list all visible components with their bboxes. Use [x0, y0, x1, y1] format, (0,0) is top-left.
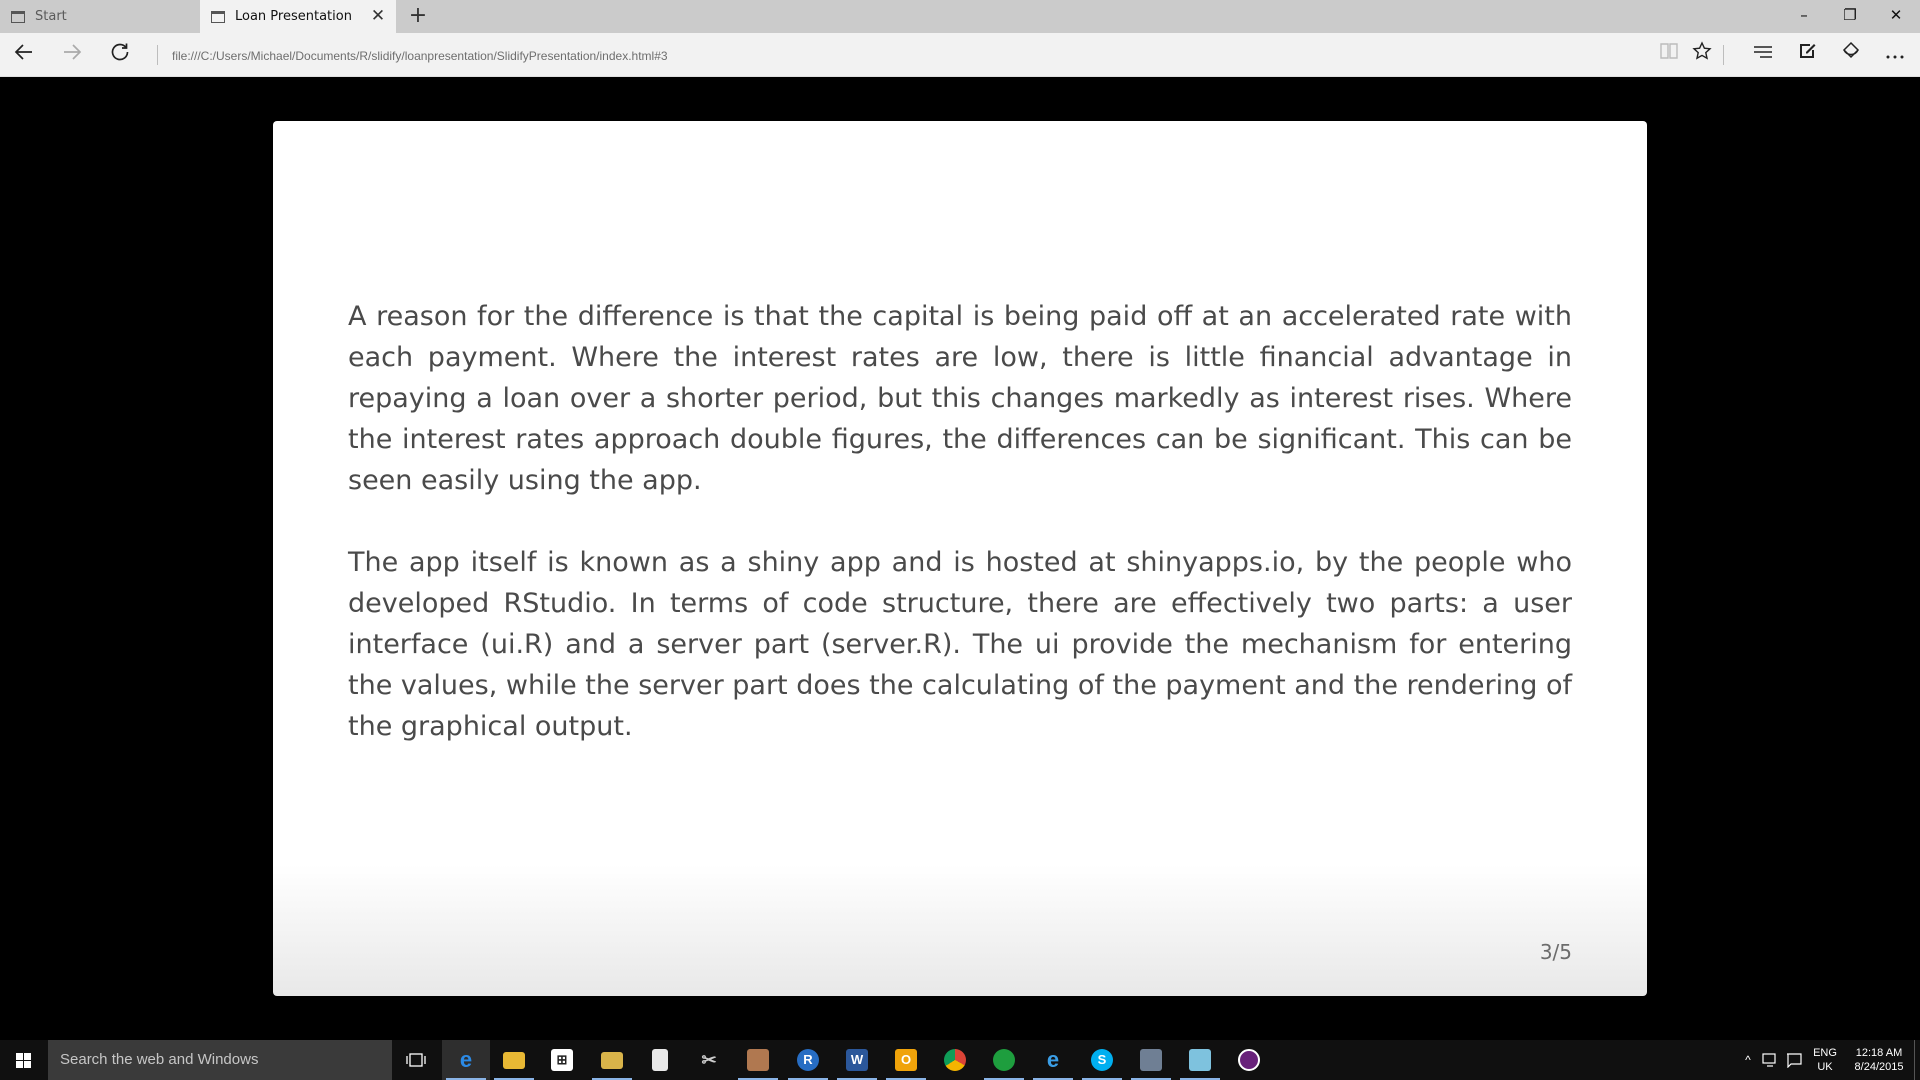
tab-loan-presentation[interactable] — [200, 0, 396, 33]
document-icon[interactable] — [636, 1040, 684, 1080]
reading-view-icon[interactable] — [1655, 41, 1683, 69]
minimize-button[interactable]: – — [1800, 6, 1808, 24]
slide-paragraph: The app itself is known as a shiny app and is hosted at shinyapps.io, by the people who developed RStudio. In terms of code structure, there are effectively two parts: a user interface (ui.R) and a server part (server.R). The ui provide the mechanism for entering the values, while the server part does the calculating of the payment and the rendering of the graphical output. — [348, 547, 1572, 742]
outlook-icon[interactable]: O — [882, 1040, 930, 1080]
share-icon[interactable] — [1837, 41, 1865, 69]
new-tab-button[interactable]: + — [408, 3, 428, 28]
notes-app-icon[interactable] — [1176, 1040, 1224, 1080]
more-icon[interactable] — [1881, 41, 1909, 69]
word-icon[interactable]: W — [833, 1040, 881, 1080]
close-window-button[interactable]: ✕ — [1889, 6, 1903, 24]
tab-start[interactable] — [0, 0, 200, 33]
archive-app-icon[interactable] — [734, 1040, 782, 1080]
store-icon[interactable]: ⊞ — [538, 1040, 586, 1080]
language-code: ENG — [1813, 1047, 1837, 1059]
slide-page-indicator: 3/5 — [1539, 940, 1572, 964]
chrome-icon[interactable] — [931, 1040, 979, 1080]
slide-paragraph: A reason for the difference is that the capital is being paid off at an accelerated rate with each payment. Where the interest rates are low, there is little financial advantage in repaying a loan over a shorter period, but this changes markedly as interest rises. Where the interest rates approach double figures, the differences can be significant. This can be seen easily using the app. — [348, 301, 1572, 496]
tab-label: Loan Presentation — [235, 9, 352, 24]
language-indicator[interactable] — [1808, 1040, 1842, 1080]
remote-desktop-icon[interactable] — [1127, 1040, 1175, 1080]
snipping-tool-icon[interactable]: ✂ — [701, 1050, 717, 1070]
start-button[interactable] — [0, 1040, 48, 1080]
network-icon[interactable] — [1762, 1040, 1784, 1080]
language-region: UK — [1817, 1061, 1833, 1073]
r-app-icon[interactable]: R — [784, 1040, 832, 1080]
toolbar-separator — [1723, 45, 1724, 65]
restore-button[interactable]: ❐ — [1843, 6, 1857, 24]
browser-tab-bar — [0, 0, 1920, 33]
tab-label: Start — [35, 9, 67, 24]
slide-content — [348, 296, 1572, 788]
web-note-icon[interactable] — [1793, 41, 1821, 69]
presentation-slide — [273, 121, 1647, 996]
skype-icon[interactable]: S — [1078, 1040, 1126, 1080]
show-desktop-button[interactable] — [1914, 1040, 1920, 1080]
address-bar[interactable]: file:///C:/Users/Michael/Documents/R/slidify/loanpresentation/SlidifyPresentation/index.html#3 — [172, 49, 668, 63]
task-view-icon[interactable] — [392, 1040, 440, 1080]
notifications-icon[interactable] — [1786, 1040, 1808, 1080]
internet-explorer-icon[interactable]: e — [1029, 1040, 1077, 1080]
green-app-icon[interactable] — [980, 1040, 1028, 1080]
forward-arrow-icon[interactable] — [58, 41, 86, 69]
windows-logo-icon — [16, 1053, 31, 1068]
edge-browser-icon[interactable]: e — [442, 1040, 490, 1080]
address-separator — [157, 45, 158, 65]
browser-nav-bar — [0, 33, 1920, 77]
clock-date: 8/24/2015 — [1854, 1061, 1904, 1073]
page-icon — [11, 11, 25, 23]
star-icon[interactable] — [1688, 41, 1716, 69]
taskbar-search-input[interactable]: Search the web and Windows — [48, 1040, 392, 1080]
file-explorer-icon[interactable] — [490, 1040, 538, 1080]
folder-icon[interactable] — [588, 1040, 636, 1080]
clock-time: 12:18 AM — [1855, 1047, 1903, 1059]
purple-app-icon[interactable] — [1225, 1040, 1273, 1080]
back-arrow-icon[interactable] — [10, 41, 38, 69]
refresh-icon[interactable] — [106, 41, 134, 69]
windows-taskbar — [0, 1040, 1920, 1080]
show-hidden-icons-icon[interactable]: ^ — [1745, 1053, 1751, 1067]
page-icon — [211, 11, 225, 23]
hub-icon[interactable] — [1749, 41, 1777, 69]
clock[interactable] — [1848, 1040, 1910, 1080]
close-tab-icon[interactable]: ✕ — [370, 6, 386, 26]
